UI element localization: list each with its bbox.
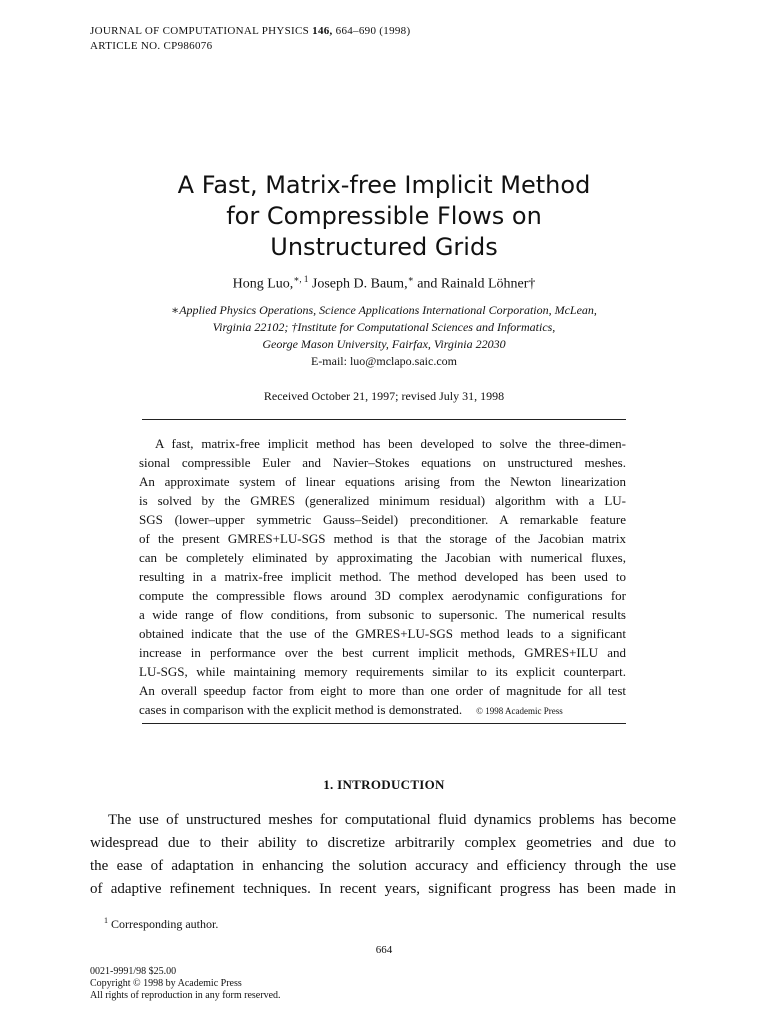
author-email: E-mail: luo@mclapo.saic.com [310,354,457,368]
copyright-line: 0021-9991/98 $25.00 [90,966,177,977]
abstract-line: obtained indicate that the use of the GMRES+LU-SGS method leads to a significant [139,626,626,641]
abstract-line: resulting in a matrix-free implicit method. The method developed has been used to [139,569,626,584]
affiliation-line: ∗Applied Physics Operations, Science Applications International Corporation, McLean, [171,303,597,317]
footnote-text: Corresponding author. [111,917,219,931]
affiliation-line: George Mason University, Fairfax, Virginia 22030 [262,337,506,351]
author-mark: ∗, 1 [293,274,309,284]
abstract-top-rule [142,419,626,420]
paper-title [0,170,768,263]
author-name: Hong Luo, [232,276,294,292]
footnote [104,916,218,932]
intro-line: widespread due to their ability to discretize arbitrarily complex geometries and due to [90,835,676,851]
article-number: CP986076 [163,40,213,52]
abstract-bottom-rule [142,723,626,724]
abstract-line: An overall speedup factor from eight to more than one order of magnitude for all test [139,683,626,698]
abstract-last-line [139,700,626,719]
title-line: A Fast, Matrix-free Implicit Method [177,171,591,199]
abstract-line: LU-SGS, while maintaining memory requirements similar to its explicit counterpart. [139,664,626,679]
abstract-line: of the present GMRES+LU-SGS method is that the storage of the Jacobian matrix [139,531,626,546]
copyright-line: Copyright © 1998 by Academic Press [90,978,242,989]
author-name: Joseph D. Baum, [311,276,408,292]
journal-volume: 146, [312,25,333,37]
footnote-mark: 1 [104,916,108,925]
title-line: for Compressible Flows on [226,202,542,230]
journal-name: JOURNAL OF COMPUTATIONAL PHYSICS [90,25,310,37]
abstract-line: cases in comparison with the explicit method is demonstrated. [139,702,463,717]
affiliation-line: Virginia 22102; †Institute for Computational Sciences and Informatics, [212,320,556,334]
abstract-line: sional compressible Euler and Navier–Stokes equations on unstructured meshes. [139,455,626,470]
intro-paragraph [90,809,676,901]
abstract-line: A fast, matrix-free implicit method has been developed to solve the three-dimen- [155,436,626,451]
copyright-block [90,966,281,1002]
article-number-line [90,39,410,54]
abstract-line: increase in performance over the best current implicit methods, GMRES+ILU and [139,645,626,660]
section-heading: 1. INTRODUCTION [323,777,445,792]
author-mark: ∗ [407,274,414,284]
abstract [139,434,626,719]
received-date: Received October 21, 1997; revised July 31, 1998 [263,389,505,403]
page-number: 664 [375,944,393,956]
abstract-copyright: © 1998 Academic Press [476,706,563,716]
abstract-line: is solved by the GMRES (generalized minimum residual) algorithm with a LU- [139,493,626,508]
title-line: Unstructured Grids [270,233,498,261]
abstract-line: SGS (lower–upper symmetric Gauss–Seidel) preconditioner. A remarkable feature [139,512,626,527]
affiliations [0,302,768,370]
intro-line: of adaptive refinement techniques. In recent years, significant progress has been made in [90,881,676,897]
abstract-line: a wide range of flow conditions, from subsonic to supersonic. The numerical results [139,607,626,622]
journal-header [90,24,410,54]
journal-citation [90,24,410,39]
abstract-line: compute the compressible flows around 3D complex aerodynamic configurations for [139,588,626,603]
copyright-line: All rights of reproduction in any form reserved. [90,990,281,1001]
abstract-line: can be completely eliminated by approximating the Jacobian with numerical fluxes, [139,550,626,565]
journal-pages-year: 664–690 (1998) [335,25,411,37]
author-list [0,274,768,293]
article-number-label: ARTICLE NO. [90,40,161,52]
intro-line: the ease of adaptation in enhancing the solution accuracy and efficiency through the use [90,858,676,874]
abstract-line: An approximate system of linear equations arising from the Newton linearization [139,474,626,489]
author-name: and Rainald Löhner† [417,276,536,292]
intro-line: The use of unstructured meshes for computational fluid dynamics problems has become [108,812,676,828]
